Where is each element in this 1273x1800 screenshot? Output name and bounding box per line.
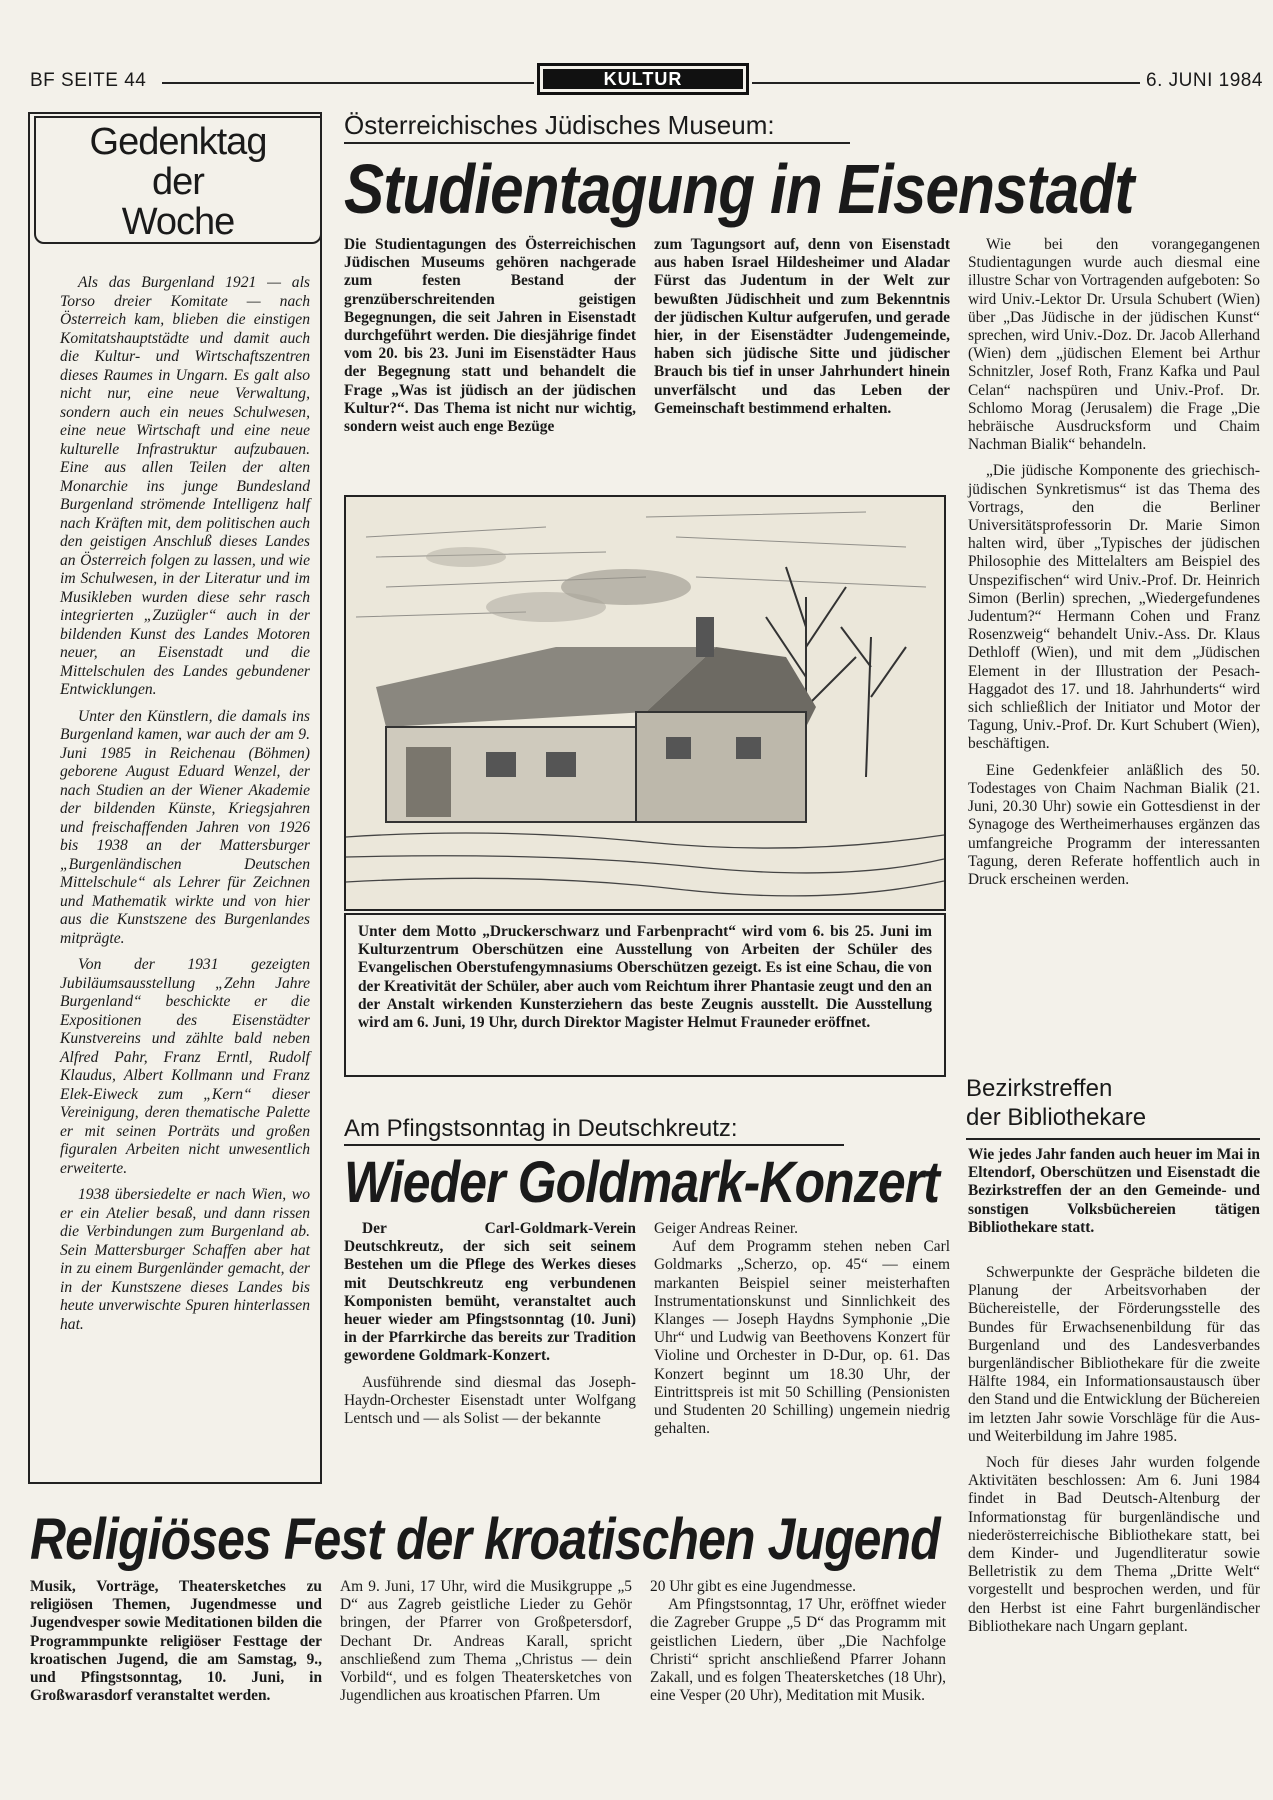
bibliothekare-paragraph: Noch für dieses Jahr wurden folgende Aktivitäten beschlossen: Am 6. Juni 1984 findet in Bad Deutsch-Altenburg der Informationstag für burgenländische und niederösterreichische Bibliothekare statt, bei dem Kinder- und Jugendliteratur sowie Belletristik zu dem Thema „Dritte Welt“ vorgestellt und besprochen werden, und für den Herbst ist eine Fahrt burgenländischer Bibliothekare nach Ungarn geplant. xyxy=(968,1454,1260,1635)
kroatisch-col-3 xyxy=(650,1578,946,1713)
museum-headline: Studientagung in Eisenstadt xyxy=(344,150,1134,228)
issue-date: 6. JUNI 1984 xyxy=(1146,70,1263,91)
gedenktag-paragraph: Von der 1931 gezeigten Jubiläumsausstellung „Zehn Jahre Burgenland“ beschickte er die Expositionen des Eisenstädter Kunstvereins und zählte bald neben Alfred Pahr, Franz Erntl, Rudolf Klaudus, Albert Kollmann und Franz Elek-Eiweck zum „Kern“ dieser Vereinigung, deren thematische Palette er mit seinen Porträts und großen figuralen Arbeiten nicht unwesentlich erweiterte. xyxy=(60,956,310,1177)
gedenktag-paragraph: Als das Burgenland 1921 — als Torso dreier Komitate — nach Österreich kam, blieben die einstigen Komitatshauptstädte und damit auch die Kultur- und Wirtschaftszentren dieses Raumes in Ungarn. Es galt also nicht nur, eine neue Verwaltung, sondern auch ein neues Schulwesen, eine neue Wirtschaft und eine neue kulturelle Infrastruktur aufzubauen. Eine aus allen Teilen der alten Monarchie ins junge Bundesland Burgenland strömende Intelligenz half nach Kräften mit, dem politischen auch den geistigen Anschluß dieses Landes an Österreich folgen zu lassen, und wie im Schulwesen, in der Literatur und im Musikleben wurden diese sehr rasch integrierten „Zuzügler“ auch in der bildenden Kunst des Landes Motoren neuer, an Eisenstadt und die Mittelschulen des Landes gebundener Entwicklungen. xyxy=(60,274,310,698)
museum-paragraph: „Die jüdische Komponente des griechisch-jüdischen Synkretismus“ ist das Thema des Vortrags, den die Berliner Universitätsprofessorin Dr. Marie Simon halten wird, über „Typisches der jüdischen Philosophie des Mittelalters am Beispiel des Unspezifischen“ wird Univ.-Prof. Dr. Heinrich Simon (Berlin) sprechen, „Wiedergefundenes Judentum?“ Hermann Cohen und Franz Rosenzweig“ behandelt Univ.-Ass. Dr. Klaus Dethloff (Wien), und mit dem „Jüdischen Element in der Illustration der Pesach-Haggadot des 17. und 18. Jahrhunderts“ wird sich schließlich der Initiator und Motor der Tagung, Univ.-Prof. Dr. Kurt Schubert (Wien), beschäftigen. xyxy=(968,462,1260,753)
museum-kicker-rule xyxy=(344,142,850,144)
kroatisch-paragraph: Am Pfingstsonntag, 17 Uhr, eröffnet wieder die Zagreber Gruppe „5 D“ das Programm mit geistlichen Liedern, über „Die Nachfolge Christi“ spricht anschließend Pfarrer Johann Zakall, und es folgen Theatersketches (18 Uhr), eine Vesper (20 Uhr), Meditation mit Musik. xyxy=(650,1596,946,1705)
gedenktag-text xyxy=(60,274,310,1342)
gedenktag-title-1: Gedenktag xyxy=(89,121,267,163)
kroatisch-paragraph: 20 Uhr gibt es eine Jugendmesse. xyxy=(650,1578,857,1595)
goldmark-paragraph: Geiger Andreas Reiner. xyxy=(654,1220,799,1237)
farmhouse-sketch xyxy=(346,497,944,909)
header-rule-left xyxy=(162,82,534,84)
bibliothekare-title-1: Bezirkstreffen xyxy=(966,1075,1113,1102)
kroatisch-headline: Religiöses Fest der kroatischen Jugend xyxy=(30,1507,940,1572)
museum-kicker: Österreichisches Jüdisches Museum: xyxy=(344,110,775,140)
goldmark-lead: Der Carl-Goldmark-Verein Deutschkreutz, der sich seit seinem Bestehen um die Pflege des Werkes dieses mit Deutschkreutz eng verbundenen Komponisten bemüht, veranstaltet auch heuer wieder am Pfingstsonntag (10. Juni) in der Pfarrkirche das bereits zur Tradition gewordene Goldmark-Konzert. xyxy=(344,1220,636,1365)
museum-col-3 xyxy=(968,236,1260,897)
museum-col-2: zum Tagungsort auf, denn von Eisenstadt aus haben Israel Hildesheimer und Aladar Fürst das Judentum in der Welt zur bewußten Jüdischheit und zum Bekenntnis der jüdischen Kultur aufgerufen, und gerade hier, in der Eisenstädter Judengemeinde, haben sich jüdische Sitte und jüdischer Brauch bis tief in unser Jahrhundert hinein unverfälscht und das Leben der Gemeinschaft bestimmend erhalten. xyxy=(654,236,950,417)
goldmark-paragraph: Auf dem Programm stehen neben Carl Goldmarks „Scherzo, op. 45“ — einem markanten Beispiel seiner meisterhaften Instrumentationskunst und Sinnlichkeit des Klanges — Joseph Haydns Symphonie „Die Uhr“ und Ludwig van Beethovens Konzert für Violine und Orchester in D-Dur, op. 61. Das Konzert beginnt um 18.30 Uhr, der Eintrittspreis ist mit 50 Schilling (Pensionisten und Studenten 20 Schilling) ungemein niedrig gehalten. xyxy=(654,1238,950,1438)
goldmark-kicker-rule xyxy=(344,1144,844,1146)
header-rule-right xyxy=(752,82,1140,84)
gedenktag-title-2: der xyxy=(152,161,204,203)
illustration-frame xyxy=(344,495,946,911)
gedenktag-paragraph: 1938 übersiedelte er nach Wien, wo er ein Atelier besaß, und dann rissen die Verbindungen zum Burgenland ab. Sein Mattersburger Schaffen aber hat in zu einem Burgenländer gemacht, der in der Kunstszene dieses Landes bis heute unverwischte Spuren hinterlassen hat. xyxy=(60,1186,310,1333)
museum-paragraph: Eine Gedenkfeier anläßlich des 50. Todestages von Chaim Nachman Bialik (21. Juni, 20.30 Uhr) sowie ein Gottesdienst in der Synagoge des Wertheimerhauses ergänzen das umfangreiche Programm der interessanten Tagung, deren Referate hoffentlich auch in Druck erscheinen werden. xyxy=(968,761,1260,888)
goldmark-kicker: Am Pfingstsonntag in Deutschkreutz: xyxy=(344,1115,738,1142)
page-number: BF SEITE 44 xyxy=(30,70,147,91)
goldmark-headline: Wieder Goldmark-Konzert xyxy=(344,1150,940,1215)
museum-paragraph: Wie bei den vorangegangenen Studientagungen wurde auch diesmal eine illustre Schar von Vortragenden aufgeboten: So wird Univ.-Lektor Dr. Ursula Schubert (Wien) über „Das Jüdische in der jüdischen Kunst“ sprechen, wird Univ.-Doz. Dr. Jacob Allerhand (Wien) dem „jüdischen Element bei Arthur Schnitzler, Josef Roth, Franz Kafka und Paul Celan“ nachspüren und Univ.-Prof. Dr. Schlomo Morag (Jerusalem) die Frage „Die hebräische Ausdrucksform und Chaim Nachman Bialik“ behandeln. xyxy=(968,236,1260,454)
gedenktag-title-box xyxy=(34,116,322,244)
exhibition-caption: Unter dem Motto „Druckerschwarz und Farbenpracht“ wird vom 6. bis 25. Juni im Kulturzentrum Oberschützen eine Ausstellung von Arbeiten der Schüler des Evangelischen Oberstufengymnasiums Oberschützen gezeigt. Es ist eine Schau, die von der Kreativität der Schüler, aber auch vom Reichtum ihrer Phantasie zeugt und den an der Anstalt wirkenden Kunsterziehern das beste Zeugnis ausstellt. Die Ausstellung wird am 6. Juni, 19 Uhr, durch Direktor Magister Helmut Frauneder eröffnet. xyxy=(344,913,946,1077)
gedenktag-paragraph: Unter den Künstlern, die damals ins Burgenland kamen, war auch der am 9. Juni 1985 in Reichenau (Böhmen) geborene August Eduard Wenzel, der nach Studien an der Wiener Akademie der bildenden Künste, Kriegsjahren und freischaffenden Jahren von 1926 bis 1938 an der Mattersburger „Burgenländischen Deutschen Mittelschule“ als Lehrer für Zeichnen und Mathematik wirkte und von hier aus die Kunstszene des Burgenlandes mitprägte. xyxy=(60,707,310,947)
goldmark-paragraph: Ausführende sind diesmal das Joseph-Haydn-Orchester Eisenstadt unter Wolfgang Lentsch und — als Solist — der bekannte xyxy=(344,1373,636,1428)
kroatisch-col-1: Musik, Vorträge, Theatersketches zu religiösen Themen, Jugendmesse und Jugendvesper sowie Meditationen bilden die Programmpunkte religiöser Festtage der kroatischen Jugend, die am Samstag, 9., und Pfingstsonntag, 10. Juni, in Großwarasdorf veranstaltet werden. xyxy=(30,1578,322,1705)
gedenktag-title-3: Woche xyxy=(121,201,235,243)
bibliothekare-title-2: der Bibliothekare xyxy=(966,1104,1147,1131)
bibliothekare-title xyxy=(966,1074,1146,1132)
goldmark-col-2 xyxy=(654,1220,950,1446)
bibliothekare-paragraph: Schwerpunkte der Gespräche bildeten die Planung der Arbeitsvorhaben der Büchereistelle, der Förderungsstelle des Bundes für Erwachsenenbildung für das Burgenland und des Landesverbandes burgenländischer Bibliothekare für die zweite Hälfte 1984, ein Informationsaustausch über den Stand und die Entwicklung der Büchereien im letzten Jahr sowie Vorschläge für die Aus- und Weiterbildung im Jahre 1985. xyxy=(968,1264,1260,1445)
museum-col-1: Die Studientagungen des Österreichischen Jüdischen Museums gehören nachgerade zum festen Bestand der grenzüberschreitenden geistigen Begegnungen, die seit Jahren in Eisenstadt durchgeführt werden. Die diesjährige findet vom 20. bis 23. Juni im Eisenstädter Haus der Begegnung statt und behandelt die Frage „Was ist jüdisch an der jüdischen Kultur?“. Das Thema ist nicht nur wichtig, sondern weist auch enge Bezüge xyxy=(344,236,636,436)
bibliothekare-lead: Wie jedes Jahr fanden auch heuer im Mai in Eltendorf, Oberschützen und Eisenstadt die Bezirkstreffen der an den Gemeinde- und sonstigen Volksbüchereien tätigen Bibliothekare statt. xyxy=(968,1146,1260,1236)
section-label: KULTUR xyxy=(537,63,749,95)
goldmark-col-1 xyxy=(344,1220,636,1436)
kroatisch-col-2: Am 9. Juni, 17 Uhr, wird die Musikgruppe „5 D“ aus Zagreb geistliche Lieder zu Gehör bringen, der Pfarrer von Großpetersdorf, Dechant Dr. Andreas Karall, spricht anschließend zum Thema „Christus — dein Vorbild“, und es folgen Theatersketches von Jugendlichen aus kroatischen Pfarren. Um xyxy=(340,1578,632,1705)
bibliothekare-body xyxy=(968,1264,1260,1644)
bibliothekare-rule xyxy=(966,1138,1260,1140)
